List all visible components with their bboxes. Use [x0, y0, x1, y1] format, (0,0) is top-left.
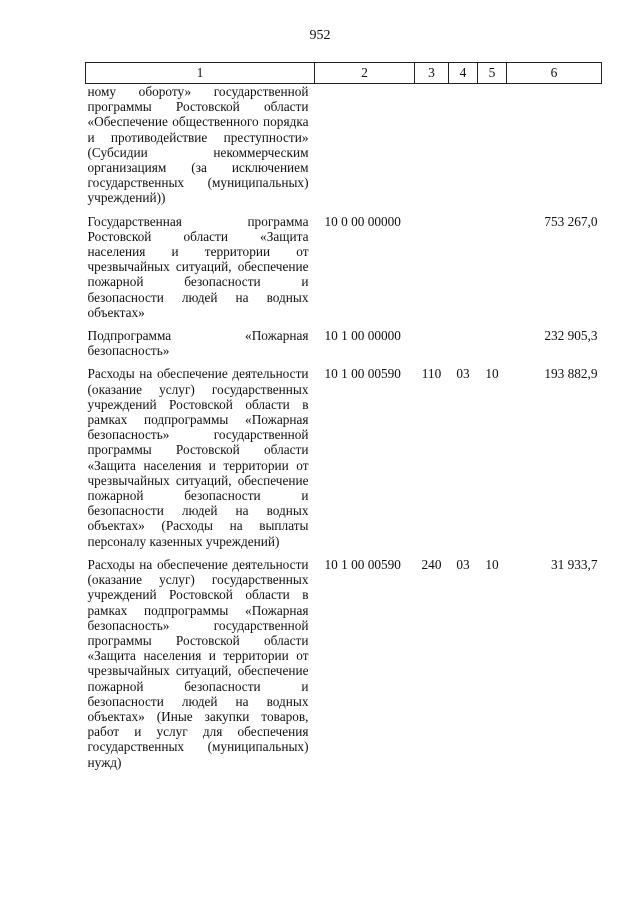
row-subsection [478, 214, 507, 328]
row-subsection: 10 [485, 366, 499, 382]
row-amount: 31 933,7 [550, 556, 598, 572]
row-subsection [478, 328, 507, 366]
column-header-2: 2 [315, 63, 415, 84]
column-header-4: 4 [449, 63, 478, 84]
row-name: ному обороту» государственной программы Ростовской области «Обеспечение общественного порядка и противодействие преступности» (Субсидии некоммерческим организациям (за исключением государственных (муниципальных) учреждений)) [87, 84, 309, 206]
budget-table [85, 62, 602, 770]
table-header [86, 63, 602, 84]
row-expense-type: 240 [421, 556, 442, 572]
row-amount: 232 905,3 [544, 328, 598, 344]
row-target-code: 10 1 00 00000 [324, 328, 401, 344]
row-target-code [315, 84, 415, 214]
table-row [86, 84, 602, 214]
page-number: 952 [309, 28, 331, 43]
row-expense-type [415, 84, 449, 214]
column-header-1: 1 [86, 63, 315, 84]
row-amount: 193 882,9 [544, 366, 598, 382]
row-name: Расходы на обеспечение деятельности (оказание услуг) государственных учреждений Ростовской области в рамках подпрограммы «Пожарная безопасность» государственной программы Ростовской области «Защита населения и территории от чрезвычайных ситуаций, обеспечение пожарной безопасности и безопасности людей на водных объектах» (Иные закупки товаров, работ и услуг для обеспечения государственных (муниципальных) нужд) [87, 556, 309, 770]
row-name: Расходы на обеспечение деятельности (оказание услуг) государственных учреждений Ростовской области в рамках подпрограммы «Пожарная безопасность» государственной программы Ростовской области «Защита населения и территории от чрезвычайных ситуаций, обеспечение пожарной безопасности и безопасности людей на водных объектах» (Расходы на выплаты персоналу казенных учреждений) [87, 366, 309, 549]
row-subsection [478, 84, 507, 214]
table-row [86, 557, 602, 770]
table-row [86, 328, 602, 366]
row-name: Подпрограмма «Пожарная безопасность» [87, 328, 309, 359]
row-section: 03 [456, 366, 470, 382]
row-expense-type [415, 328, 449, 366]
row-section: 03 [456, 556, 470, 572]
row-expense-type [415, 214, 449, 328]
row-section [449, 84, 478, 214]
column-header-5: 5 [478, 63, 507, 84]
row-section [449, 328, 478, 366]
table-row [86, 366, 602, 556]
row-target-code: 10 0 00 00000 [324, 213, 401, 229]
table-row [86, 214, 602, 328]
table-body [86, 84, 602, 770]
row-section [449, 214, 478, 328]
row-subsection: 10 [485, 556, 499, 572]
row-amount: 753 267,0 [544, 213, 598, 229]
column-header-6: 6 [507, 63, 602, 84]
column-header-3: 3 [415, 63, 449, 84]
row-target-code: 10 1 00 00590 [324, 366, 401, 382]
row-target-code: 10 1 00 00590 [324, 556, 401, 572]
row-name: Государственная программа Ростовской области «Защита населения и территории от чрезвычайных ситуаций, обеспечение пожарной безопасности и безопасности людей на водных объектах» [87, 213, 309, 320]
row-expense-type: 110 [421, 366, 442, 382]
row-amount [507, 84, 602, 214]
header-row [86, 63, 602, 84]
